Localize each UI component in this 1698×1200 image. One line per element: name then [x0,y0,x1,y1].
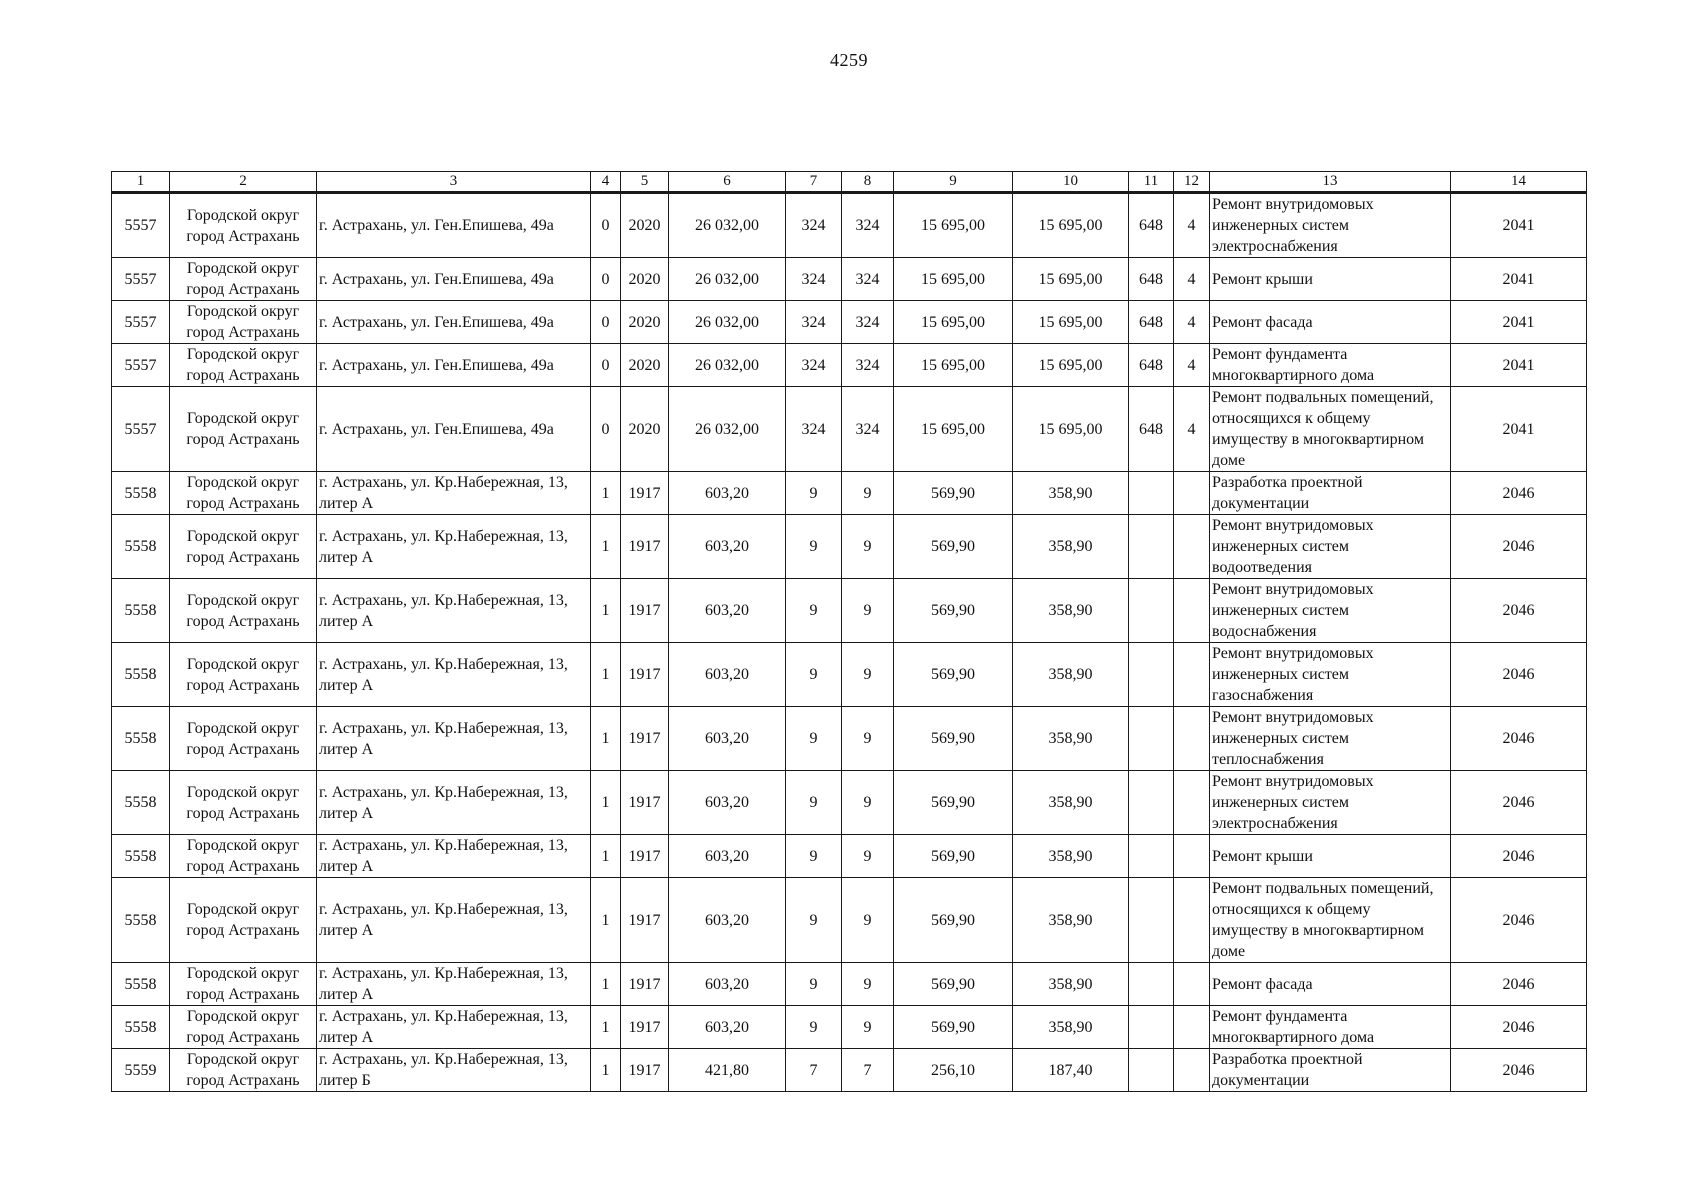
col6-cell: 26 032,00 [669,301,786,344]
col9-cell: 569,90 [894,707,1013,771]
column-header: 8 [842,172,894,193]
col4-cell: 1 [591,515,621,579]
year-cell: 2020 [621,301,669,344]
work-type-cell: Ремонт внутридомовых инженерных систем электроснабжения [1210,193,1451,258]
row-id-cell: 5557 [112,344,170,387]
year-cell: 1917 [621,515,669,579]
address-cell: г. Астрахань, ул. Кр.Набережная, 13, литер А [317,515,591,579]
col10-cell: 187,40 [1013,1049,1129,1092]
work-type-cell: Разработка проектной документации [1210,1049,1451,1092]
col12-cell [1174,1049,1210,1092]
planned-year-cell: 2046 [1451,963,1587,1006]
table-row [112,258,1587,301]
col10-cell: 358,90 [1013,963,1129,1006]
row-id-cell: 5558 [112,1006,170,1049]
municipality-cell: Городской округ город Астрахань [170,963,317,1006]
col8-cell: 324 [842,258,894,301]
table-row [112,963,1587,1006]
col6-cell: 26 032,00 [669,193,786,258]
table-row [112,301,1587,344]
col7-cell: 7 [786,1049,842,1092]
col4-cell: 1 [591,878,621,963]
work-type-cell: Ремонт подвальных помещений, относящихся к общему имуществу в многоквартирном доме [1210,878,1451,963]
col12-cell [1174,835,1210,878]
col8-cell: 9 [842,515,894,579]
address-cell: г. Астрахань, ул. Ген.Епишева, 49а [317,344,591,387]
capital-repair-table [111,171,1587,1092]
col11-cell: 648 [1129,344,1174,387]
col8-cell: 9 [842,643,894,707]
col6-cell: 603,20 [669,515,786,579]
year-cell: 2020 [621,344,669,387]
planned-year-cell: 2046 [1451,643,1587,707]
row-id-cell: 5557 [112,387,170,472]
work-type-cell: Ремонт внутридомовых инженерных систем газоснабжения [1210,643,1451,707]
municipality-cell: Городской округ город Астрахань [170,193,317,258]
work-type-cell: Ремонт подвальных помещений, относящихся к общему имуществу в многоквартирном доме [1210,387,1451,472]
col10-cell: 358,90 [1013,835,1129,878]
municipality-cell: Городской округ город Астрахань [170,1006,317,1049]
municipality-cell: Городской округ город Астрахань [170,1049,317,1092]
planned-year-cell: 2041 [1451,193,1587,258]
col8-cell: 7 [842,1049,894,1092]
col9-cell: 569,90 [894,579,1013,643]
row-id-cell: 5558 [112,472,170,515]
municipality-cell: Городской округ город Астрахань [170,878,317,963]
municipality-cell: Городской округ город Астрахань [170,643,317,707]
col11-cell [1129,878,1174,963]
col10-cell: 358,90 [1013,515,1129,579]
col10-cell: 358,90 [1013,643,1129,707]
col9-cell: 569,90 [894,1006,1013,1049]
work-type-cell: Ремонт фасада [1210,963,1451,1006]
col4-cell: 1 [591,1006,621,1049]
work-type-cell: Ремонт внутридомовых инженерных систем водоотведения [1210,515,1451,579]
row-id-cell: 5557 [112,301,170,344]
col12-cell: 4 [1174,387,1210,472]
col10-cell: 15 695,00 [1013,258,1129,301]
col10-cell: 358,90 [1013,1006,1129,1049]
col4-cell: 1 [591,579,621,643]
column-header: 3 [317,172,591,193]
col4-cell: 1 [591,963,621,1006]
address-cell: г. Астрахань, ул. Ген.Епишева, 49а [317,193,591,258]
column-header: 5 [621,172,669,193]
col11-cell: 648 [1129,258,1174,301]
row-id-cell: 5558 [112,643,170,707]
col8-cell: 9 [842,771,894,835]
column-header: 7 [786,172,842,193]
address-cell: г. Астрахань, ул. Кр.Набережная, 13, литер А [317,707,591,771]
row-id-cell: 5558 [112,579,170,643]
col11-cell [1129,771,1174,835]
year-cell: 1917 [621,707,669,771]
col6-cell: 603,20 [669,835,786,878]
year-cell: 1917 [621,878,669,963]
table-row [112,472,1587,515]
col8-cell: 9 [842,963,894,1006]
col4-cell: 1 [591,771,621,835]
col9-cell: 15 695,00 [894,301,1013,344]
year-cell: 1917 [621,835,669,878]
work-type-cell: Ремонт внутридомовых инженерных систем водоснабжения [1210,579,1451,643]
row-id-cell: 5557 [112,193,170,258]
col7-cell: 9 [786,963,842,1006]
table-row [112,1006,1587,1049]
planned-year-cell: 2041 [1451,387,1587,472]
address-cell: г. Астрахань, ул. Кр.Набережная, 13, литер А [317,579,591,643]
col9-cell: 15 695,00 [894,387,1013,472]
col7-cell: 9 [786,579,842,643]
planned-year-cell: 2046 [1451,878,1587,963]
column-header: 13 [1210,172,1451,193]
work-type-cell: Разработка проектной документации [1210,472,1451,515]
year-cell: 2020 [621,258,669,301]
col7-cell: 324 [786,258,842,301]
col7-cell: 9 [786,878,842,963]
col7-cell: 324 [786,193,842,258]
col9-cell: 15 695,00 [894,344,1013,387]
col12-cell [1174,771,1210,835]
col6-cell: 603,20 [669,643,786,707]
col12-cell: 4 [1174,301,1210,344]
col4-cell: 0 [591,387,621,472]
col10-cell: 15 695,00 [1013,301,1129,344]
address-cell: г. Астрахань, ул. Кр.Набережная, 13, литер А [317,963,591,1006]
work-type-cell: Ремонт крыши [1210,835,1451,878]
table-row [112,193,1587,258]
col12-cell [1174,579,1210,643]
col7-cell: 9 [786,643,842,707]
col4-cell: 0 [591,193,621,258]
work-type-cell: Ремонт фасада [1210,301,1451,344]
col9-cell: 569,90 [894,643,1013,707]
work-type-cell: Ремонт фундамента многоквартирного дома [1210,1006,1451,1049]
col10-cell: 15 695,00 [1013,193,1129,258]
col11-cell [1129,835,1174,878]
col8-cell: 9 [842,472,894,515]
table-body [112,172,1587,1092]
col6-cell: 603,20 [669,963,786,1006]
planned-year-cell: 2046 [1451,1049,1587,1092]
municipality-cell: Городской округ город Астрахань [170,579,317,643]
table-row [112,835,1587,878]
col4-cell: 1 [591,835,621,878]
col12-cell [1174,515,1210,579]
col6-cell: 26 032,00 [669,258,786,301]
col8-cell: 9 [842,707,894,771]
col7-cell: 9 [786,1006,842,1049]
col4-cell: 0 [591,301,621,344]
row-id-cell: 5558 [112,878,170,963]
municipality-cell: Городской округ город Астрахань [170,515,317,579]
col11-cell [1129,707,1174,771]
column-header: 12 [1174,172,1210,193]
year-cell: 1917 [621,472,669,515]
table-row [112,707,1587,771]
table-row [112,387,1587,472]
col8-cell: 324 [842,387,894,472]
table-row [112,771,1587,835]
work-type-cell: Ремонт внутридомовых инженерных систем теплоснабжения [1210,707,1451,771]
address-cell: г. Астрахань, ул. Кр.Набережная, 13, литер А [317,878,591,963]
col7-cell: 9 [786,472,842,515]
work-type-cell: Ремонт крыши [1210,258,1451,301]
municipality-cell: Городской округ город Астрахань [170,472,317,515]
municipality-cell: Городской округ город Астрахань [170,258,317,301]
column-header: 1 [112,172,170,193]
table-row [112,344,1587,387]
col4-cell: 0 [591,258,621,301]
work-type-cell: Ремонт фундамента многоквартирного дома [1210,344,1451,387]
municipality-cell: Городской округ город Астрахань [170,387,317,472]
planned-year-cell: 2046 [1451,835,1587,878]
page-number: 4259 [830,50,868,70]
col10-cell: 358,90 [1013,707,1129,771]
col4-cell: 0 [591,344,621,387]
col12-cell [1174,472,1210,515]
address-cell: г. Астрахань, ул. Кр.Набережная, 13, литер А [317,1006,591,1049]
municipality-cell: Городской округ город Астрахань [170,835,317,878]
work-type-cell: Ремонт внутридомовых инженерных систем электроснабжения [1210,771,1451,835]
col6-cell: 26 032,00 [669,344,786,387]
col11-cell: 648 [1129,301,1174,344]
col8-cell: 324 [842,193,894,258]
col10-cell: 358,90 [1013,579,1129,643]
col12-cell: 4 [1174,258,1210,301]
col9-cell: 569,90 [894,515,1013,579]
col11-cell [1129,963,1174,1006]
address-cell: г. Астрахань, ул. Ген.Епишева, 49а [317,258,591,301]
municipality-cell: Городской округ город Астрахань [170,707,317,771]
col12-cell [1174,643,1210,707]
col11-cell: 648 [1129,193,1174,258]
planned-year-cell: 2046 [1451,771,1587,835]
address-cell: г. Астрахань, ул. Кр.Набережная, 13, литер А [317,771,591,835]
col8-cell: 9 [842,835,894,878]
column-header: 2 [170,172,317,193]
table-row [112,643,1587,707]
col11-cell [1129,643,1174,707]
col10-cell: 15 695,00 [1013,344,1129,387]
year-cell: 1917 [621,963,669,1006]
row-id-cell: 5558 [112,771,170,835]
planned-year-cell: 2046 [1451,579,1587,643]
col12-cell: 4 [1174,193,1210,258]
col8-cell: 324 [842,301,894,344]
col9-cell: 15 695,00 [894,193,1013,258]
col10-cell: 358,90 [1013,472,1129,515]
address-cell: г. Астрахань, ул. Ген.Епишева, 49а [317,301,591,344]
address-cell: г. Астрахань, ул. Кр.Набережная, 13, литер А [317,472,591,515]
col6-cell: 421,80 [669,1049,786,1092]
col9-cell: 256,10 [894,1049,1013,1092]
col6-cell: 603,20 [669,771,786,835]
address-cell: г. Астрахань, ул. Кр.Набережная, 13, литер А [317,835,591,878]
col12-cell: 4 [1174,344,1210,387]
row-id-cell: 5559 [112,1049,170,1092]
col7-cell: 9 [786,707,842,771]
col4-cell: 1 [591,707,621,771]
municipality-cell: Городской округ город Астрахань [170,301,317,344]
col10-cell: 358,90 [1013,771,1129,835]
col10-cell: 15 695,00 [1013,387,1129,472]
col7-cell: 324 [786,387,842,472]
column-header: 6 [669,172,786,193]
column-header: 9 [894,172,1013,193]
col11-cell: 648 [1129,387,1174,472]
col6-cell: 26 032,00 [669,387,786,472]
col9-cell: 569,90 [894,963,1013,1006]
col9-cell: 15 695,00 [894,258,1013,301]
col12-cell [1174,1006,1210,1049]
col4-cell: 1 [591,472,621,515]
col6-cell: 603,20 [669,707,786,771]
planned-year-cell: 2046 [1451,707,1587,771]
year-cell: 2020 [621,387,669,472]
col7-cell: 9 [786,835,842,878]
row-id-cell: 5558 [112,835,170,878]
planned-year-cell: 2046 [1451,515,1587,579]
row-id-cell: 5558 [112,707,170,771]
planned-year-cell: 2046 [1451,472,1587,515]
municipality-cell: Городской округ город Астрахань [170,344,317,387]
col4-cell: 1 [591,643,621,707]
column-number-row [112,172,1587,193]
address-cell: г. Астрахань, ул. Кр.Набережная, 13, литер А [317,643,591,707]
table-row [112,579,1587,643]
column-header: 10 [1013,172,1129,193]
year-cell: 1917 [621,643,669,707]
col11-cell [1129,1006,1174,1049]
planned-year-cell: 2041 [1451,258,1587,301]
col8-cell: 9 [842,878,894,963]
col9-cell: 569,90 [894,878,1013,963]
col4-cell: 1 [591,1049,621,1092]
col12-cell [1174,878,1210,963]
col8-cell: 324 [842,344,894,387]
row-id-cell: 5558 [112,963,170,1006]
col9-cell: 569,90 [894,771,1013,835]
year-cell: 2020 [621,193,669,258]
planned-year-cell: 2041 [1451,344,1587,387]
col11-cell [1129,1049,1174,1092]
col7-cell: 324 [786,344,842,387]
col6-cell: 603,20 [669,1006,786,1049]
col8-cell: 9 [842,1006,894,1049]
year-cell: 1917 [621,1006,669,1049]
col11-cell [1129,472,1174,515]
table-row [112,1049,1587,1092]
col10-cell: 358,90 [1013,878,1129,963]
col12-cell [1174,707,1210,771]
col12-cell [1174,963,1210,1006]
address-cell: г. Астрахань, ул. Ген.Епишева, 49а [317,387,591,472]
col9-cell: 569,90 [894,835,1013,878]
row-id-cell: 5558 [112,515,170,579]
col8-cell: 9 [842,579,894,643]
col11-cell [1129,579,1174,643]
col9-cell: 569,90 [894,472,1013,515]
col6-cell: 603,20 [669,472,786,515]
table-row [112,515,1587,579]
column-header: 4 [591,172,621,193]
column-header: 11 [1129,172,1174,193]
table-row [112,878,1587,963]
col7-cell: 324 [786,301,842,344]
municipality-cell: Городской округ город Астрахань [170,771,317,835]
address-cell: г. Астрахань, ул. Кр.Набережная, 13, литер Б [317,1049,591,1092]
planned-year-cell: 2041 [1451,301,1587,344]
year-cell: 1917 [621,771,669,835]
col7-cell: 9 [786,515,842,579]
col6-cell: 603,20 [669,878,786,963]
col7-cell: 9 [786,771,842,835]
column-header: 14 [1451,172,1587,193]
row-id-cell: 5557 [112,258,170,301]
col6-cell: 603,20 [669,579,786,643]
year-cell: 1917 [621,579,669,643]
col11-cell [1129,515,1174,579]
year-cell: 1917 [621,1049,669,1092]
planned-year-cell: 2046 [1451,1006,1587,1049]
